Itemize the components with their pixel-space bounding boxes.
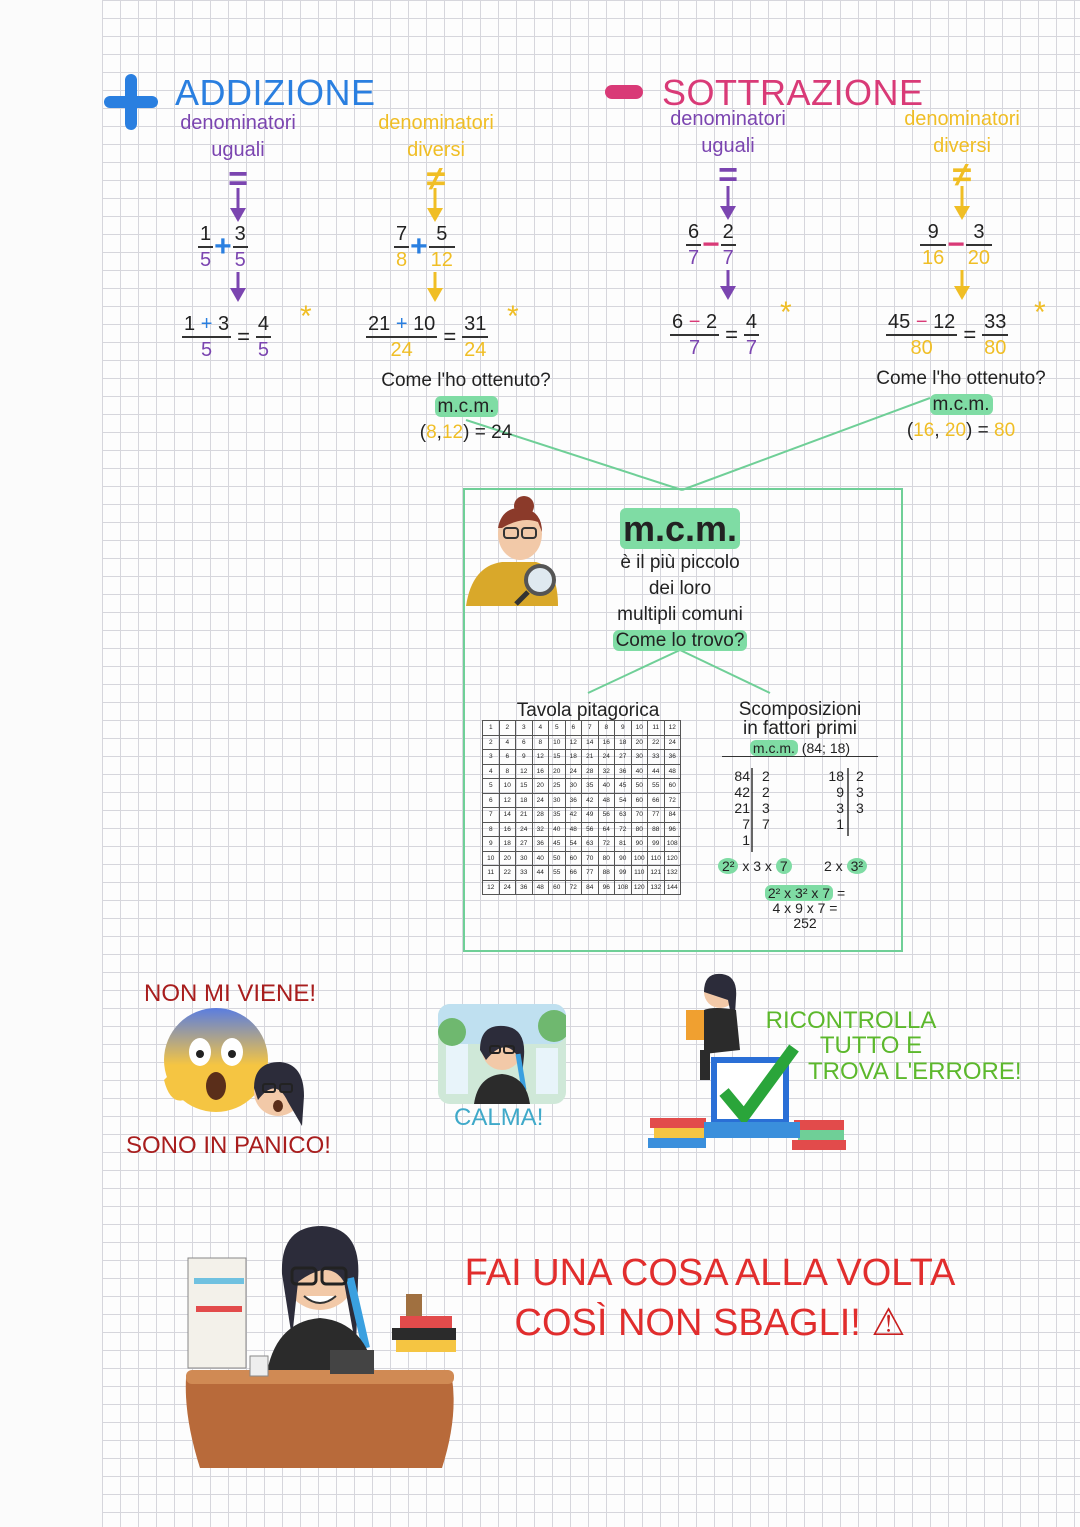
factor-value: 3 xyxy=(856,800,864,816)
table-cell: 7 xyxy=(582,721,599,736)
table-cell: 63 xyxy=(615,808,632,823)
table-cell: 48 xyxy=(565,822,582,837)
factor-value: 42 xyxy=(734,784,750,800)
scomp-final: 2² x 3² x 7 = 4 x 9 x 7 = 252 xyxy=(742,886,868,931)
table-title: Tavola pitagorica xyxy=(516,700,660,721)
table-cell: 6 xyxy=(516,735,533,750)
table-cell: 20 xyxy=(631,735,648,750)
equals-icon: = xyxy=(718,156,738,194)
equals-icon: = xyxy=(228,160,248,198)
table-cell: 77 xyxy=(648,808,665,823)
table-cell: 56 xyxy=(598,808,615,823)
scomp-84-factors xyxy=(762,768,778,848)
panic-top-text: NON MI VIENE! xyxy=(144,980,317,1007)
not-equal-icon: ≠ xyxy=(952,156,972,194)
table-cell: 60 xyxy=(631,793,648,808)
table-cell: 25 xyxy=(549,779,566,794)
table-cell: 27 xyxy=(615,750,632,765)
table-cell: 33 xyxy=(648,750,665,765)
factor-value: 3 xyxy=(856,784,864,800)
table-cell: 88 xyxy=(648,822,665,837)
factor-value: 1 xyxy=(836,816,844,832)
table-cell: 6 xyxy=(499,750,516,765)
table-cell: 132 xyxy=(664,866,681,881)
sub-diff-result: $\frac{45 - 12}{80}$ = $\frac{33}{80}$ xyxy=(888,311,1007,359)
table-cell: 120 xyxy=(664,851,681,866)
table-cell: 88 xyxy=(598,866,615,881)
table-cell: 30 xyxy=(549,793,566,808)
mcm-definition: m.c.m. è il più piccolo dei loro multipli comuni Come lo trovo? xyxy=(590,508,770,654)
star-icon: * xyxy=(507,300,519,333)
scomp-84-values xyxy=(728,768,750,848)
table-cell: 20 xyxy=(549,764,566,779)
subtraction-title: SOTTRAZIONE xyxy=(662,72,924,113)
table-cell: 21 xyxy=(582,750,599,765)
factor-value: 3 xyxy=(836,800,844,816)
table-cell: 36 xyxy=(516,880,533,895)
table-cell: 10 xyxy=(549,735,566,750)
table-cell: 64 xyxy=(598,822,615,837)
table-cell: 36 xyxy=(565,793,582,808)
desk-avatar xyxy=(180,1218,460,1478)
table-cell: 70 xyxy=(582,851,599,866)
table-cell: 50 xyxy=(631,779,648,794)
table-cell: 36 xyxy=(664,750,681,765)
table-cell: 2 xyxy=(483,735,500,750)
table-cell: 22 xyxy=(648,735,665,750)
table-cell: 24 xyxy=(516,822,533,837)
table-cell: 40 xyxy=(598,779,615,794)
table-cell: 10 xyxy=(499,779,516,794)
table-cell: 36 xyxy=(532,837,549,852)
table-cell: 40 xyxy=(532,851,549,866)
factor-value xyxy=(856,816,872,832)
table-cell: 14 xyxy=(582,735,599,750)
plus-icon xyxy=(104,74,158,130)
table-cell: 12 xyxy=(565,735,582,750)
table-cell: 32 xyxy=(532,822,549,837)
table-cell: 9 xyxy=(615,721,632,736)
table-cell: 11 xyxy=(483,866,500,881)
table-cell: 72 xyxy=(615,822,632,837)
table-cell: 21 xyxy=(516,808,533,823)
table-cell: 66 xyxy=(648,793,665,808)
addition-title: ADDIZIONE xyxy=(175,72,376,113)
table-cell: 144 xyxy=(664,880,681,895)
add-diff-result: $\frac{21 + 10}{24}$ = $\frac{31}{24}$ xyxy=(368,313,487,361)
table-cell: 16 xyxy=(532,764,549,779)
factor-value: 21 xyxy=(734,800,750,816)
table-cell: 10 xyxy=(483,851,500,866)
table-cell: 40 xyxy=(549,822,566,837)
table-cell: 49 xyxy=(582,808,599,823)
factor-value: 7 xyxy=(742,816,750,832)
panic-bottom-text: SONO IN PANICO! xyxy=(126,1132,331,1159)
multiplication-table xyxy=(482,720,681,895)
table-cell: 60 xyxy=(549,880,566,895)
table-cell: 48 xyxy=(598,793,615,808)
table-cell: 81 xyxy=(615,837,632,852)
table-cell: 50 xyxy=(549,851,566,866)
factor-value: 7 xyxy=(762,816,770,832)
factor-value: 18 xyxy=(828,768,844,784)
table-cell: 4 xyxy=(499,735,516,750)
table-cell: 48 xyxy=(532,880,549,895)
table-cell: 100 xyxy=(631,851,648,866)
plus-icon-small: + xyxy=(410,230,428,263)
table-cell: 80 xyxy=(631,822,648,837)
sub-same-result: $\frac{6 - 2}{7}$ = $\frac{4}{7}$ xyxy=(672,311,758,359)
table-cell: 24 xyxy=(598,750,615,765)
minus-icon-small: − xyxy=(947,228,965,261)
table-cell: 56 xyxy=(582,822,599,837)
calm-avatar xyxy=(438,1004,566,1104)
plus-icon-small: + xyxy=(214,230,232,263)
table-cell: 108 xyxy=(615,880,632,895)
table-cell: 60 xyxy=(664,779,681,794)
check-text: RICONTROLLA TUTTO E xyxy=(765,1007,937,1059)
table-cell: 72 xyxy=(664,793,681,808)
add-diff-expression: $\frac{7}{8}$ + $\frac{5}{12}$ xyxy=(396,223,453,271)
table-cell: 12 xyxy=(664,721,681,736)
table-cell: 35 xyxy=(582,779,599,794)
table-cell: 132 xyxy=(648,880,665,895)
table-cell: 28 xyxy=(582,764,599,779)
table-cell: 1 xyxy=(483,721,500,736)
table-cell: 99 xyxy=(648,837,665,852)
table-cell: 6 xyxy=(565,721,582,736)
table-cell: 42 xyxy=(582,793,599,808)
table-cell: 18 xyxy=(499,837,516,852)
factor-value: 2 xyxy=(762,768,770,784)
table-cell: 48 xyxy=(664,764,681,779)
table-cell: 18 xyxy=(565,750,582,765)
table-cell: 4 xyxy=(532,721,549,736)
table-cell: 77 xyxy=(582,866,599,881)
star-icon: * xyxy=(1034,296,1046,329)
table-cell: 20 xyxy=(532,779,549,794)
table-cell: 30 xyxy=(631,750,648,765)
table-cell: 55 xyxy=(549,866,566,881)
table-cell: 44 xyxy=(532,866,549,881)
table-cell: 90 xyxy=(631,837,648,852)
table-cell: 12 xyxy=(499,793,516,808)
factor-value xyxy=(762,832,778,848)
table-cell: 22 xyxy=(499,866,516,881)
table-cell: 30 xyxy=(516,851,533,866)
table-cell: 9 xyxy=(516,750,533,765)
calm-text: CALMA! xyxy=(454,1104,544,1131)
table-cell: 14 xyxy=(499,808,516,823)
table-cell: 12 xyxy=(532,750,549,765)
table-cell: 24 xyxy=(664,735,681,750)
table-cell: 12 xyxy=(516,764,533,779)
table-cell: 12 xyxy=(483,880,500,895)
not-equal-icon: ≠ xyxy=(426,160,446,198)
table-cell: 72 xyxy=(598,837,615,852)
table-cell: 108 xyxy=(664,837,681,852)
mcm-highlight: m.c.m. xyxy=(435,396,498,417)
table-cell: 96 xyxy=(598,880,615,895)
sub-diff-label: denominatori diversi ≠ xyxy=(892,106,1032,190)
table-cell: 15 xyxy=(549,750,566,765)
table-cell: 8 xyxy=(598,721,615,736)
star-icon: * xyxy=(300,300,312,333)
table-cell: 9 xyxy=(483,837,500,852)
table-cell: 18 xyxy=(615,735,632,750)
sub-diff-expression: $\frac{9}{16}$ − $\frac{3}{20}$ xyxy=(922,221,991,269)
table-cell: 20 xyxy=(499,851,516,866)
table-cell: 110 xyxy=(631,866,648,881)
how-to-find-highlight: Come lo trovo? xyxy=(613,630,748,651)
table-cell: 5 xyxy=(549,721,566,736)
factor-value: 2 xyxy=(856,768,864,784)
table-cell: 42 xyxy=(565,808,582,823)
sub-same-expression: $\frac{6}{7}$ − $\frac{2}{7}$ xyxy=(688,221,734,269)
table-cell: 24 xyxy=(499,880,516,895)
table-cell: 80 xyxy=(598,851,615,866)
table-cell: 16 xyxy=(499,822,516,837)
mcm-highlight: m.c.m. xyxy=(930,394,993,415)
warning-icon: ⚠ xyxy=(871,1302,906,1344)
scream-emoji-icon xyxy=(162,1000,312,1130)
add-diff-explanation: Come l'ho ottenuto? m.c.m. (8,12) = 24 xyxy=(381,370,551,443)
slogan: FAI UNA COSA ALLA VOLTA COSÌ NON SBAGLI! ⚠ xyxy=(464,1252,956,1344)
table-cell: 72 xyxy=(565,880,582,895)
table-cell: 6 xyxy=(483,793,500,808)
table-cell: 32 xyxy=(598,764,615,779)
scomp-title: Scomposizioni in fattori primi xyxy=(738,699,862,739)
scomp-18-result: 2 x 3² xyxy=(824,858,867,874)
sub-same-label: denominatori uguali = xyxy=(658,106,798,190)
table-cell: 16 xyxy=(598,735,615,750)
minus-icon-small: − xyxy=(702,228,720,261)
sub-diff-explanation: Come l'ho ottenuto? m.c.m. (16, 20) = 80 xyxy=(876,368,1046,441)
table-cell: 11 xyxy=(648,721,665,736)
table-cell: 70 xyxy=(631,808,648,823)
table-cell: 7 xyxy=(483,808,500,823)
table-cell: 8 xyxy=(483,822,500,837)
factor-value: 9 xyxy=(836,784,844,800)
table-cell: 24 xyxy=(532,793,549,808)
table-cell: 3 xyxy=(483,750,500,765)
scomp-18-factors xyxy=(856,768,872,832)
table-cell: 63 xyxy=(582,837,599,852)
table-cell: 96 xyxy=(664,822,681,837)
factor-value: 2 xyxy=(762,784,770,800)
factor-value: 3 xyxy=(762,800,770,816)
table-cell: 66 xyxy=(565,866,582,881)
table-cell: 2 xyxy=(499,721,516,736)
table-cell: 15 xyxy=(516,779,533,794)
table-cell: 54 xyxy=(565,837,582,852)
table-cell: 35 xyxy=(549,808,566,823)
table-cell: 45 xyxy=(615,779,632,794)
table-cell: 28 xyxy=(532,808,549,823)
star-icon: * xyxy=(780,296,792,329)
scomp-18-values xyxy=(822,768,844,832)
table-cell: 60 xyxy=(565,851,582,866)
table-cell: 10 xyxy=(631,721,648,736)
table-cell: 33 xyxy=(516,866,533,881)
table-cell: 120 xyxy=(631,880,648,895)
add-same-label: denominatori uguali = xyxy=(168,110,308,194)
factor-value: 1 xyxy=(742,832,750,848)
table-cell: 121 xyxy=(648,866,665,881)
check-text-line3: TROVA L'ERRORE! xyxy=(808,1058,1022,1085)
add-same-result: $\frac{1 + 3}{5}$ = $\frac{4}{5}$ xyxy=(184,313,270,361)
table-cell: 84 xyxy=(664,808,681,823)
table-cell: 8 xyxy=(532,735,549,750)
table-cell: 36 xyxy=(615,764,632,779)
table-cell: 40 xyxy=(631,764,648,779)
table-cell: 3 xyxy=(516,721,533,736)
minus-icon xyxy=(605,85,643,99)
detective-avatar xyxy=(462,488,562,608)
scomp-84-result: 2² x 3 x 7 xyxy=(718,858,792,874)
table-cell: 90 xyxy=(615,851,632,866)
factor-value: 84 xyxy=(734,768,750,784)
table-cell: 45 xyxy=(549,837,566,852)
table-cell: 99 xyxy=(615,866,632,881)
scomp-header: m.c.m. (84; 18) xyxy=(722,740,878,757)
add-same-expression: $\frac{1}{5}$ + $\frac{3}{5}$ xyxy=(200,223,246,271)
table-cell: 54 xyxy=(615,793,632,808)
table-cell: 55 xyxy=(648,779,665,794)
table-cell: 110 xyxy=(648,851,665,866)
table-cell: 27 xyxy=(516,837,533,852)
table-cell: 18 xyxy=(516,793,533,808)
table-cell: 84 xyxy=(582,880,599,895)
table-cell: 8 xyxy=(499,764,516,779)
add-diff-label: denominatori diversi ≠ xyxy=(366,110,506,194)
table-cell: 44 xyxy=(648,764,665,779)
table-cell: 5 xyxy=(483,779,500,794)
table-cell: 4 xyxy=(483,764,500,779)
mcm-title: m.c.m. xyxy=(620,508,740,549)
table-cell: 30 xyxy=(565,779,582,794)
table-cell: 24 xyxy=(565,764,582,779)
